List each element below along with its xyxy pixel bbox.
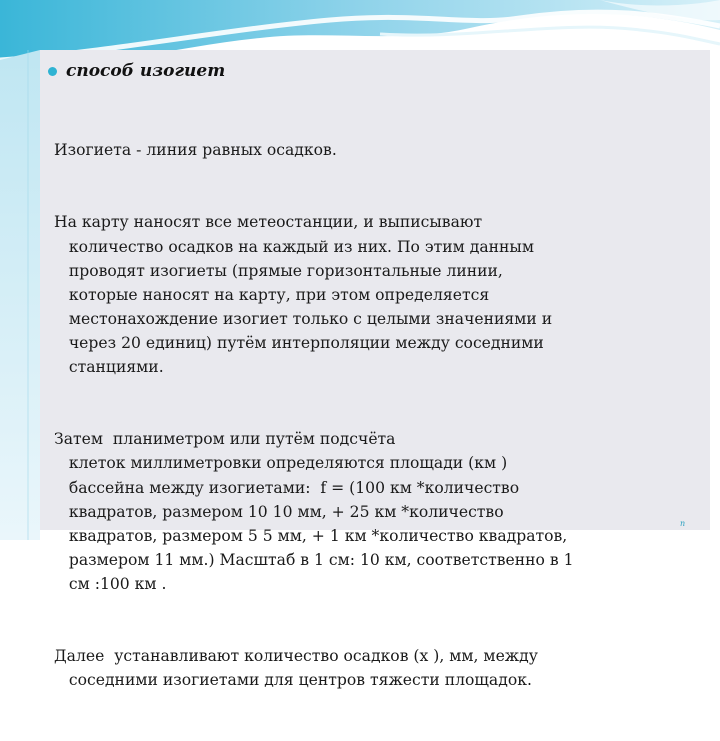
body-text	[54, 90, 694, 741]
paragraph-definition: Изогиета - линия равных осадков.	[54, 141, 337, 160]
paragraph-precipitation: Далее устанавливают количество осадков (x ), мм, между соседними изогиетами для центров тяжести площадок.	[54, 647, 538, 690]
paragraph-areas: Затем планиметром или путём подсчёта клеток миллиметровки определяются площади (км ) бассейна между изогиетами: f = (100 км *количество квадратов, размером 10 10 мм, + 25 км *количество квадратов, размером 5 5 мм, + 1 км *количество квадратов, размером 11 мм.) Масштаб в 1 см: 10 км, соответственно в 1 см :100 км .	[54, 430, 574, 593]
paragraph-stations: На карту наносят все метеостанции, и выписывают количество осадков на каждый из них. По этим данным проводят изогиеты (прямые горизонтальные линии, которые наносят на карту, при этом определяется местонахождение изогиет только с целыми значениями и через 20 единиц) путём интерполяции между соседними станциями.	[54, 213, 553, 377]
bullet-icon	[48, 67, 57, 76]
page-number: п	[680, 519, 686, 528]
heading-bullet-row	[48, 58, 225, 84]
slide-heading: способ изогиет	[66, 61, 226, 81]
